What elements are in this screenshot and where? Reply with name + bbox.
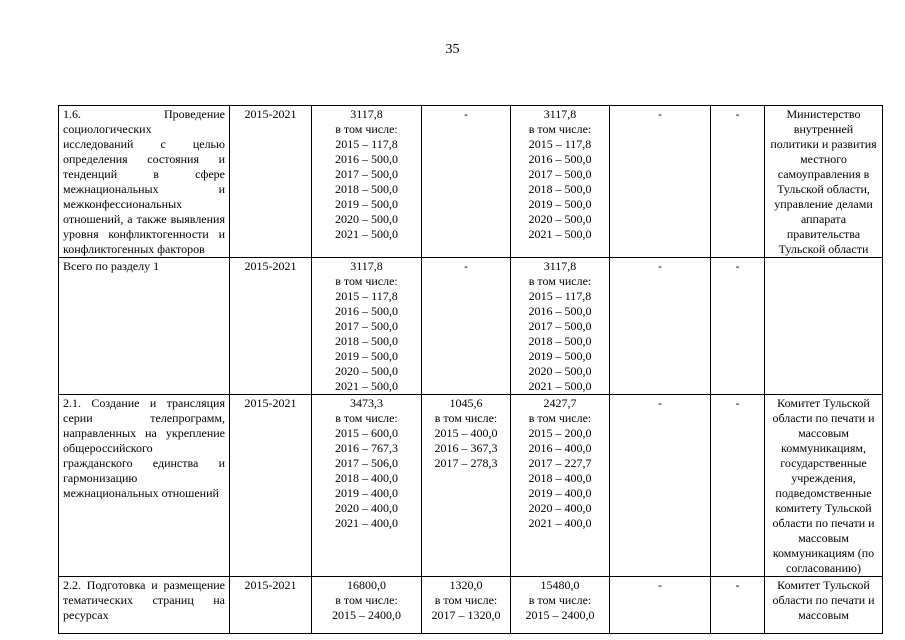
measure-name-cell [59,258,230,395]
period-cell: 2015-2021 [230,258,312,395]
local-funding-cell: - [610,395,711,577]
table-row [59,395,883,577]
program-measures-table [58,105,883,634]
total-funding-cell [312,106,422,258]
funding-year-line: 2016 – 400,0 [528,441,592,455]
federal-funding-cell [422,577,511,634]
funding-year-line: 2016 – 367,3 [434,441,498,455]
executor-cell: Комитет Тульской области по печати и массовым [765,577,883,634]
regional-funding-cell [511,106,610,258]
funding-year-line: 2018 – 500,0 [335,182,398,196]
funding-amount: 1320,0 [449,578,483,592]
federal-funding-cell [422,258,511,395]
funding-year-line: 2017 – 500,0 [528,167,592,181]
funding-amount: 3117,8 [543,259,577,273]
funding-year-line: 2018 – 400,0 [528,471,592,485]
table-body [59,106,883,634]
funding-year-line: 2015 – 400,0 [434,426,498,440]
funding-year-line: 2015 – 117,8 [528,137,592,151]
funding-amount: 16800,0 [347,578,386,592]
table-row [59,106,883,258]
funding-year-line: 2017 – 506,0 [335,456,398,470]
funding-year-line: 2021 – 400,0 [335,516,398,530]
funding-year-line: 2019 – 500,0 [528,349,592,363]
funding-year-line: 2015 – 600,0 [335,426,398,440]
measure-name-cell [59,395,230,577]
funding-amount: - [464,107,468,121]
local-funding-cell: - [610,106,711,258]
measure-name: 2.2. Подготовка и размещение тематических страниц на ресурсах [63,578,225,622]
funding-year-line: 2017 – 500,0 [528,319,592,333]
page-number: 35 [445,42,460,57]
funding-year-line: 2016 – 500,0 [335,304,398,318]
total-funding-cell [312,577,422,634]
funding-amount: - [464,259,468,273]
regional-funding-cell [511,395,610,577]
period-cell: 2015-2021 [230,106,312,258]
funding-year-line: 2017 – 227,7 [528,456,592,470]
funding-amount: 3117,8 [350,107,383,121]
measure-name: 1.6. Проведение социологических исследований с целью определения состояния и тенденций в сфере межнациональных и межконфессиональных отношений, а также выявления уровня конфликтогенности и конфликтогенных факторов [63,107,225,256]
funding-year-line: 2019 – 500,0 [528,197,592,211]
funding-year-line: 2019 – 500,0 [335,197,398,211]
other-funding-cell: - [711,106,765,258]
funding-year-line: 2017 – 1320,0 [431,608,501,622]
funding-year-line: 2021 – 500,0 [528,379,592,393]
funding-year-line: 2017 – 500,0 [335,167,398,181]
funding-amount: 3473,3 [350,396,383,410]
funding-breakdown-label: в том числе: [528,274,592,288]
funding-year-line: 2017 – 278,3 [434,456,498,470]
funding-year-line: 2020 – 500,0 [528,364,592,378]
regional-funding-cell [511,258,610,395]
period-cell: 2015-2021 [230,395,312,577]
funding-year-line: 2020 – 400,0 [335,501,398,515]
funding-year-line: 2020 – 500,0 [528,212,592,226]
funding-year-line: 2015 – 200,0 [528,426,592,440]
funding-year-line: 2019 – 400,0 [528,486,592,500]
funding-year-line: 2015 – 117,8 [528,289,592,303]
funding-year-line: 2018 – 500,0 [335,334,398,348]
local-funding-cell: - [610,577,711,634]
table-row [59,258,883,395]
table-row [59,577,883,634]
funding-year-line: 2021 – 500,0 [335,379,398,393]
funding-year-line: 2015 – 117,8 [335,289,398,303]
funding-year-line: 2019 – 400,0 [335,486,398,500]
funding-year-line: 2018 – 500,0 [528,182,592,196]
funding-amount: 2427,7 [543,396,577,410]
funding-breakdown-label: в том числе: [434,593,498,607]
funding-year-line: 2018 – 500,0 [528,334,592,348]
funding-year-line: 2016 – 500,0 [528,304,592,318]
funding-breakdown-label: в том числе: [335,122,398,136]
executor-cell: Комитет Тульской области по печати и массовым коммуникациям, государственные учреждения, подведомственные комитету Тульской области по печати и массовым коммуникациям (по согласованию) [765,395,883,577]
funding-year-line: 2015 – 2400,0 [332,608,401,622]
federal-funding-cell [422,106,511,258]
funding-breakdown-label: в том числе: [528,122,592,136]
other-funding-cell: - [711,395,765,577]
funding-year-line: 2021 – 500,0 [528,227,592,241]
measure-name: Всего по разделу 1 [63,259,160,273]
funding-year-line: 2016 – 500,0 [335,152,398,166]
measure-name-cell [59,577,230,634]
period-cell: 2015-2021 [230,577,312,634]
funding-year-line: 2015 – 117,8 [335,137,398,151]
funding-year-line: 2021 – 500,0 [335,227,398,241]
funding-year-line: 2021 – 400,0 [528,516,592,530]
funding-breakdown-label: в том числе: [335,274,398,288]
funding-breakdown-label: в том числе: [528,593,592,607]
funding-amount: 3117,8 [543,107,577,121]
measure-name: 2.1. Создание и трансляция серии телепрограмм, направленных на укрепление общероссийского гражданского единства и гармонизацию межнациональных отношений [63,396,225,500]
funding-amount: 15480,0 [540,578,580,592]
federal-funding-cell [422,395,511,577]
funding-breakdown-label: в том числе: [335,411,398,425]
total-funding-cell [312,258,422,395]
funding-year-line: 2017 – 500,0 [335,319,398,333]
funding-breakdown-label: в том числе: [528,411,592,425]
funding-year-line: 2020 – 500,0 [335,212,398,226]
other-funding-cell: - [711,577,765,634]
total-funding-cell [312,395,422,577]
other-funding-cell: - [711,258,765,395]
local-funding-cell: - [610,258,711,395]
funding-year-line: 2019 – 500,0 [335,349,398,363]
funding-year-line: 2020 – 500,0 [335,364,398,378]
measure-name-cell [59,106,230,258]
funding-year-line: 2020 – 400,0 [528,501,592,515]
executor-cell: Министерство внутренней политики и развития местного самоуправления в Тульской области, управление делами аппарата правительства Тульской области [765,106,883,258]
funding-year-line: 2015 – 2400,0 [525,608,595,622]
funding-breakdown-label: в том числе: [434,411,498,425]
funding-year-line: 2016 – 767,3 [335,441,398,455]
executor-cell [765,258,883,395]
funding-year-line: 2018 – 400,0 [335,471,398,485]
funding-amount: 3117,8 [350,259,383,273]
funding-year-line: 2016 – 500,0 [528,152,592,166]
funding-breakdown-label: в том числе: [335,593,398,607]
regional-funding-cell [511,577,610,634]
funding-amount: 1045,6 [449,396,483,410]
